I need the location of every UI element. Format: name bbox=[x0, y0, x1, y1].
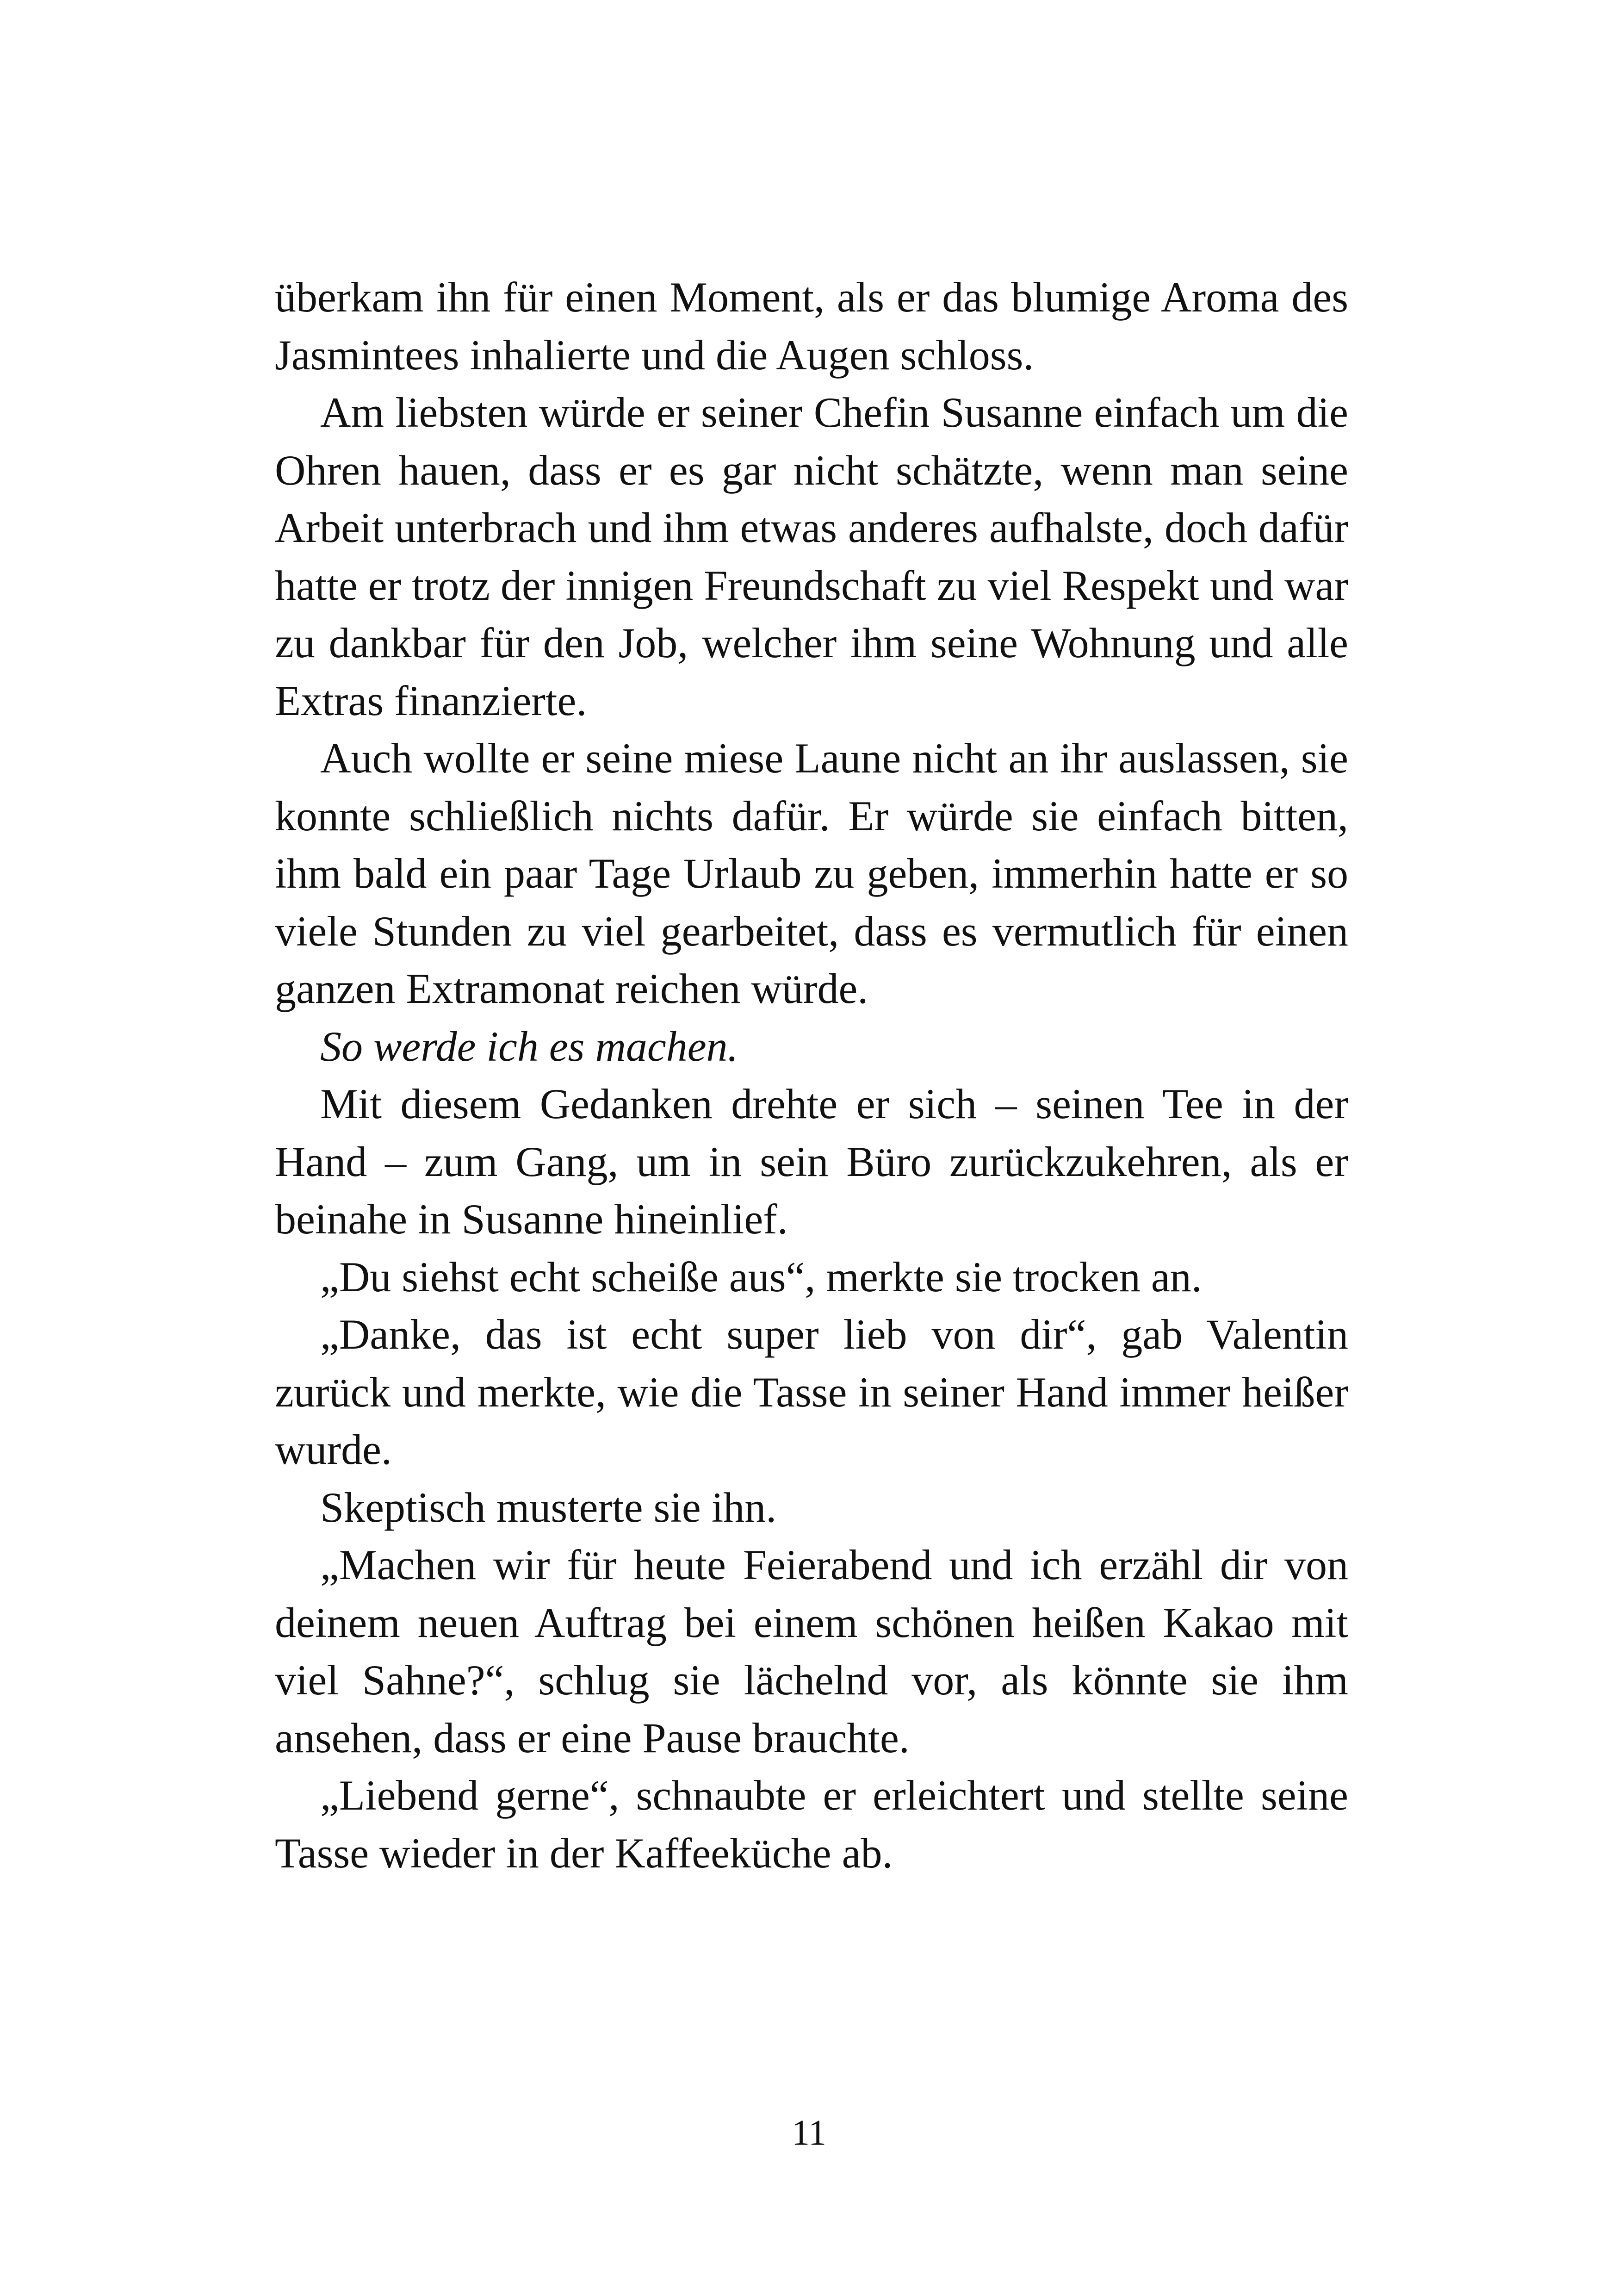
body-text bbox=[275, 268, 1348, 1882]
dialogue-paragraph: „Danke, das ist echt super lieb von dir“, gab Valentin zurück und merkte, wie die Tasse in seiner Hand immer heißer wurde. bbox=[275, 1311, 1348, 1473]
paragraph: Auch wollte er seine miese Laune nicht an ihr auslassen, sie konnte schließlich nichts dafür. Er würde sie einfach bitten, ihm bald ein paar Tage Urlaub zu geben, immerhin hatte er so viele Stunden zu viel gearbeitet, dass es vermutlich für einen ganzen Extramonat reichen würde. bbox=[275, 734, 1348, 1012]
dialogue-paragraph: „Machen wir für heute Feierabend und ich erzähl dir von deinem neuen Auftrag bei einem schönen heißen Kakao mit viel Sahne?“, schlug sie lächelnd vor, als könnte sie ihm ansehen, dass er eine Pause brauchte. bbox=[275, 1541, 1348, 1761]
paragraph: Skeptisch musterte sie ihn. bbox=[320, 1483, 777, 1531]
paragraph: Am liebsten würde er seiner Chefin Susanne einfach um die Ohren hauen, dass er es gar nicht schätzte, wenn man seine Arbeit unterbrach und ihm etwas anderes aufhalste, doch dafür hatte er trotz der innigen Freundschaft zu viel Respekt und war zu dankbar für den Job, welcher ihm seine Wohnung und alle Extras finanzierte. bbox=[275, 389, 1348, 724]
dialogue-paragraph: „Du siehst echt scheiße aus“, merkte sie trocken an. bbox=[320, 1253, 1202, 1300]
paragraph: Mit diesem Gedanken drehte er sich – seinen Tee in der Hand – zum Gang, um in sein Büro zurückzukehren, als er beinahe in Susanne hineinlief. bbox=[275, 1080, 1348, 1243]
dialogue-paragraph: „Liebend gerne“, schnaubte er erleichtert und stellte seine Tasse wieder in der Kaffeeküche ab. bbox=[275, 1772, 1348, 1877]
page-number: 11 bbox=[791, 2112, 827, 2153]
italic-thought: So werde ich es machen. bbox=[320, 1022, 738, 1070]
paragraph-continuation: überkam ihn für einen Moment, als er das blumige Aroma des Jasmintees inhalierte und die Augen schloss. bbox=[275, 274, 1348, 379]
